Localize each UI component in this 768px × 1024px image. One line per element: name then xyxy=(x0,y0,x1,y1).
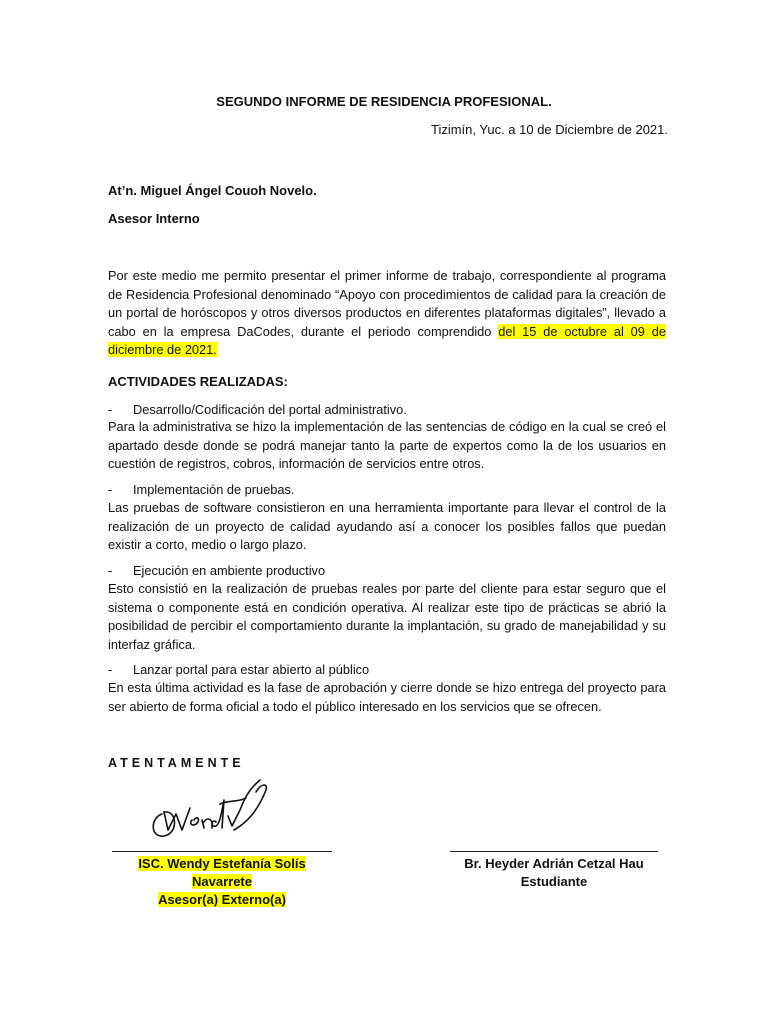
activities-heading: ACTIVIDADES REALIZADAS: xyxy=(108,374,288,389)
intro-paragraph xyxy=(108,267,666,360)
signature-image xyxy=(148,770,273,842)
intro-text: Por este medio me permito presentar el primer informe de trabajo, correspondiente al programa de Residencia Profesional denominado “Apoyo con procedimientos de calidad para la creación de un portal de horóscopos y otros diversos productos en diferentes plataformas digitales”, llevado a cabo en la empresa DaCodes, durante el periodo comprendido xyxy=(108,268,666,339)
activity-title-text: Desarrollo/Codificación del portal administrativo. xyxy=(133,402,407,417)
recipient-role: Asesor Interno xyxy=(108,211,200,226)
activity-body: En esta última actividad es la fase de aprobación y cierre donde se hizo entrega del proyecto para ser abierto de forma oficial a todo el público interesado en los servicios que se ofrecen. xyxy=(108,680,666,714)
activity-title xyxy=(108,563,325,578)
date-line: Tizimín, Yuc. a 10 de Diciembre de 2021. xyxy=(430,122,668,137)
bullet-dash: - xyxy=(108,402,113,417)
signatory-left xyxy=(112,855,332,909)
activity-title-text: Lanzar portal para estar abierto al público xyxy=(133,662,370,677)
signatory-right-role: Estudiante xyxy=(520,874,588,889)
bullet-dash: - xyxy=(108,482,113,497)
signatory-left-role: Asesor(a) Externo(a) xyxy=(158,892,286,907)
intro-highlight: del 15 de octubre al 09 de diciembre de 2021. xyxy=(108,323,666,357)
activity-title xyxy=(108,662,369,677)
activity-title-text: Implementación de pruebas. xyxy=(133,482,295,497)
activity-body: Las pruebas de software consistieron en una herramienta importante para llevar el control de la realización de un proyecto de calidad ayudando así a conocer los posibles fallos que puedan existir a corto, medio o largo plazo. xyxy=(108,500,666,552)
document-title: SEGUNDO INFORME DE RESIDENCIA PROFESIONAL. xyxy=(216,94,552,109)
signature-line-left xyxy=(112,851,332,852)
signature-line-right xyxy=(450,851,658,852)
closing-salutation: ATENTAMENTE xyxy=(108,756,245,770)
bullet-dash: - xyxy=(108,662,113,677)
activity-title-text: Ejecución en ambiente productivo xyxy=(133,563,326,578)
signatory-left-name: ISC. Wendy Estefanía Solís Navarrete xyxy=(138,856,306,889)
signatory-right xyxy=(450,855,658,891)
activity-body: Esto consistió en la realización de pruebas reales por parte del cliente para estar seguro que el sistema o componente está en condición operativa. Al realizar este tipo de prácticas se abrió la posibilidad de percibir el comportamiento durante la implantación, su grado de manejabilidad y su interfaz gráfica. xyxy=(108,581,666,652)
activity-title xyxy=(108,482,294,497)
activity-title xyxy=(108,402,407,417)
bullet-dash: - xyxy=(108,563,113,578)
attention-line: At’n. Miguel Ángel Couoh Novelo. xyxy=(108,183,317,198)
signatory-right-name: Br. Heyder Adrián Cetzal Hau xyxy=(464,856,644,871)
activity-body: Para la administrativa se hizo la implementación de las sentencias de código en la cual se creó el apartado desde donde se podrá manejar tanto la parte de expertos como la de los usuarios en cuestión de registros, cobros, información de servicios entre otros. xyxy=(108,419,666,471)
